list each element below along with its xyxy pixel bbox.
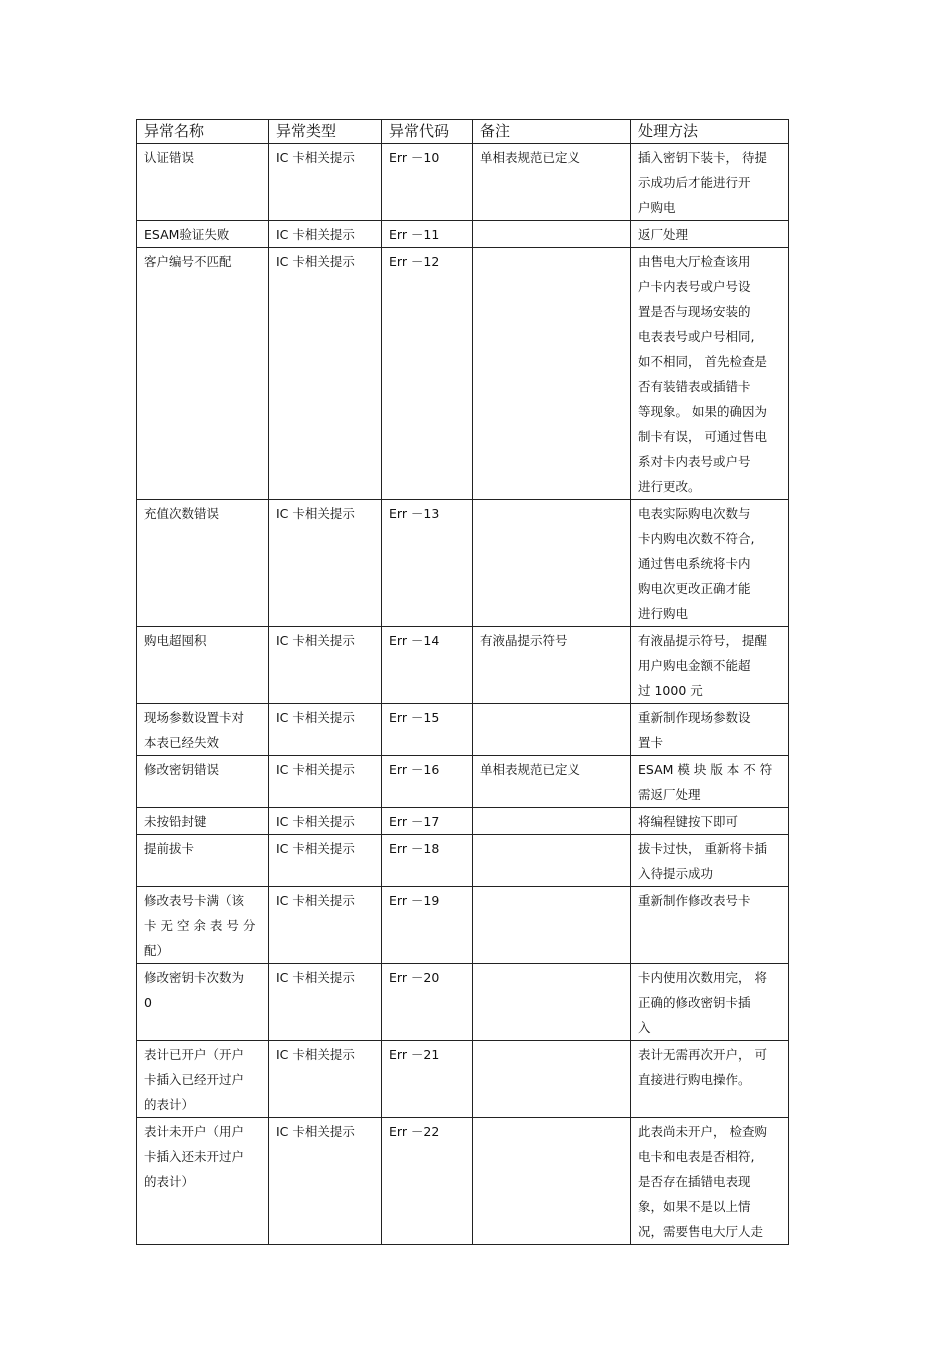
exception-code-cell-text: Err －14 xyxy=(389,633,440,648)
exception-name-cell xyxy=(137,704,269,756)
exception-name-cell-text: 充值次数错误 xyxy=(144,506,220,521)
exception-type-cell-text: IC 卡相关提示 xyxy=(276,710,355,725)
handling-method-cell-text: 重新制作现场参数设 置卡 xyxy=(638,710,751,750)
header-exception-code: 异常代码 xyxy=(382,120,473,144)
exception-type-cell xyxy=(269,835,382,887)
exception-type-cell xyxy=(269,756,382,808)
handling-method-cell xyxy=(631,221,789,248)
table-header-row xyxy=(137,120,789,144)
exception-name-cell-text: 表计已开户（开户 卡插入已经开过户 的表计） xyxy=(144,1047,245,1112)
handling-method-cell-text: 将编程键按下即可 xyxy=(638,814,739,829)
exception-code-cell-text: Err －15 xyxy=(389,710,440,725)
handling-method-cell xyxy=(631,756,789,808)
exception-name-cell xyxy=(137,887,269,964)
exception-code-cell xyxy=(382,887,473,964)
exception-name-cell-text: 客户编号不匹配 xyxy=(144,254,232,269)
exception-type-cell xyxy=(269,808,382,835)
exception-code-cell xyxy=(382,500,473,627)
exception-code-cell xyxy=(382,808,473,835)
table-row xyxy=(137,627,789,704)
exception-name-cell xyxy=(137,500,269,627)
exception-type-cell xyxy=(269,248,382,500)
table-row xyxy=(137,756,789,808)
handling-method-cell xyxy=(631,887,789,964)
remark-cell xyxy=(473,1118,631,1245)
remark-cell xyxy=(473,835,631,887)
exception-code-cell-text: Err －17 xyxy=(389,814,440,829)
handling-method-cell-text: 有液晶提示符号， 提醒 用户购电金额不能超 过 1000 元 xyxy=(638,633,767,698)
exception-type-cell xyxy=(269,500,382,627)
exception-name-cell xyxy=(137,964,269,1041)
exception-code-cell-text: Err －18 xyxy=(389,841,440,856)
exception-name-cell-text: 未按铅封键 xyxy=(144,814,207,829)
exception-code-cell xyxy=(382,1118,473,1245)
handling-method-cell xyxy=(631,248,789,500)
handling-method-cell-text: 重新制作修改表号卡 xyxy=(638,893,751,908)
exception-name-cell-text: 表计未开户（用户 卡插入还未开过户 的表计） xyxy=(144,1124,245,1189)
exception-code-cell-text: Err －19 xyxy=(389,893,440,908)
exception-type-cell xyxy=(269,887,382,964)
remark-cell xyxy=(473,627,631,704)
table-row xyxy=(137,835,789,887)
handling-method-cell xyxy=(631,704,789,756)
handling-method-cell-text: 电表实际购电次数与 卡内购电次数不符合, 通过售电系统将卡内 购电次更改正确才能 进行购电 xyxy=(638,506,755,621)
handling-method-cell xyxy=(631,808,789,835)
exception-type-cell-text: IC 卡相关提示 xyxy=(276,506,355,521)
exception-type-cell-text: IC 卡相关提示 xyxy=(276,814,355,829)
remark-cell xyxy=(473,756,631,808)
table-row xyxy=(137,248,789,500)
remark-cell-text: 单相表规范已定义 xyxy=(480,762,581,777)
table-row xyxy=(137,704,789,756)
handling-method-cell-text: ESAM 模 块 版 本 不 符 需返厂处理 xyxy=(638,762,773,802)
exception-name-cell xyxy=(137,835,269,887)
exception-name-cell xyxy=(137,808,269,835)
exception-name-cell-text: 现场参数设置卡对 本表已经失效 xyxy=(144,710,245,750)
header-remark: 备注 xyxy=(473,120,631,144)
table-row xyxy=(137,221,789,248)
handling-method-cell xyxy=(631,835,789,887)
remark-cell xyxy=(473,248,631,500)
exception-code-cell-text: Err －16 xyxy=(389,762,440,777)
handling-method-cell-text: 由售电大厅检查该用 户卡内表号或户号设 置是否与现场安装的 电表表号或户号相同, 如不相同， 首先检查是 否有装错表或插错卡 等现象。 如果的确因为 制卡有误， 可通过售电 系对卡内表号或户号 进行更改。 xyxy=(638,254,767,494)
remark-cell xyxy=(473,964,631,1041)
exception-code-cell xyxy=(382,835,473,887)
exception-type-cell-text: IC 卡相关提示 xyxy=(276,1124,355,1139)
remark-cell xyxy=(473,221,631,248)
exception-name-cell-text: ESAM验证失败 xyxy=(144,227,230,242)
table-row xyxy=(137,1041,789,1118)
exception-code-cell xyxy=(382,704,473,756)
exception-type-cell-text: IC 卡相关提示 xyxy=(276,254,355,269)
exception-type-cell-text: IC 卡相关提示 xyxy=(276,633,355,648)
exception-type-cell-text: IC 卡相关提示 xyxy=(276,893,355,908)
header-handling-method: 处理方法 xyxy=(631,120,789,144)
exception-name-cell xyxy=(137,248,269,500)
handling-method-cell xyxy=(631,627,789,704)
exception-type-cell-text: IC 卡相关提示 xyxy=(276,227,355,242)
exception-type-cell xyxy=(269,1118,382,1245)
table-row xyxy=(137,500,789,627)
handling-method-cell xyxy=(631,144,789,221)
table-row xyxy=(137,144,789,221)
exception-name-cell xyxy=(137,221,269,248)
remark-cell xyxy=(473,500,631,627)
handling-method-cell-text: 插入密钥下装卡， 待提 示成功后才能进行开 户购电 xyxy=(638,150,767,215)
exception-code-cell xyxy=(382,144,473,221)
exception-type-cell xyxy=(269,1041,382,1118)
exception-code-cell xyxy=(382,964,473,1041)
handling-method-cell-text: 拔卡过快， 重新将卡插 入待提示成功 xyxy=(638,841,767,881)
exception-code-cell-text: Err －21 xyxy=(389,1047,440,1062)
remark-cell xyxy=(473,808,631,835)
exception-type-cell xyxy=(269,221,382,248)
table-row xyxy=(137,1118,789,1245)
handling-method-cell xyxy=(631,500,789,627)
exception-type-cell xyxy=(269,704,382,756)
exception-code-cell xyxy=(382,248,473,500)
handling-method-cell xyxy=(631,964,789,1041)
exception-code-cell-text: Err －20 xyxy=(389,970,440,985)
table-body xyxy=(137,144,789,1245)
exception-name-cell xyxy=(137,627,269,704)
handling-method-cell-text: 返厂处理 xyxy=(638,227,689,242)
table-row xyxy=(137,887,789,964)
exception-code-cell-text: Err －13 xyxy=(389,506,440,521)
exception-type-cell-text: IC 卡相关提示 xyxy=(276,150,355,165)
exception-name-cell-text: 修改密钥错误 xyxy=(144,762,220,777)
handling-method-cell-text: 表计无需再次开户， 可 直接进行购电操作。 xyxy=(638,1047,767,1087)
remark-cell-text: 有液晶提示符号 xyxy=(480,633,568,648)
handling-method-cell xyxy=(631,1041,789,1118)
exception-code-cell-text: Err －22 xyxy=(389,1124,440,1139)
header-exception-type: 异常类型 xyxy=(269,120,382,144)
exception-type-cell xyxy=(269,144,382,221)
exception-name-cell xyxy=(137,144,269,221)
remark-cell-text: 单相表规范已定义 xyxy=(480,150,581,165)
exception-code-cell-text: Err －11 xyxy=(389,227,440,242)
header-exception-name: 异常名称 xyxy=(137,120,269,144)
exception-name-cell-text: 购电超囤积 xyxy=(144,633,207,648)
exception-code-cell-text: Err －12 xyxy=(389,254,440,269)
exception-code-table xyxy=(136,119,789,1245)
table-row xyxy=(137,964,789,1041)
exception-name-cell-text: 提前拔卡 xyxy=(144,841,195,856)
exception-name-cell-text: 修改表号卡满（该 卡 无 空 余 表 号 分 配） xyxy=(144,893,256,958)
exception-name-cell-text: 修改密钥卡次数为 0 xyxy=(144,970,245,1010)
exception-type-cell-text: IC 卡相关提示 xyxy=(276,970,355,985)
handling-method-cell xyxy=(631,1118,789,1245)
exception-type-cell xyxy=(269,964,382,1041)
exception-code-cell xyxy=(382,627,473,704)
exception-code-cell xyxy=(382,756,473,808)
remark-cell xyxy=(473,704,631,756)
exception-name-cell xyxy=(137,756,269,808)
exception-name-cell xyxy=(137,1118,269,1245)
remark-cell xyxy=(473,887,631,964)
exception-name-cell-text: 认证错误 xyxy=(144,150,195,165)
exception-type-cell-text: IC 卡相关提示 xyxy=(276,841,355,856)
exception-code-cell xyxy=(382,1041,473,1118)
exception-type-cell xyxy=(269,627,382,704)
exception-type-cell-text: IC 卡相关提示 xyxy=(276,1047,355,1062)
exception-code-cell-text: Err －10 xyxy=(389,150,440,165)
remark-cell xyxy=(473,144,631,221)
table-row xyxy=(137,808,789,835)
handling-method-cell-text: 此表尚未开户， 检查购 电卡和电表是否相符, 是否存在插错电表现 象，如果不是以上情 况，需要售电大厅人走 xyxy=(638,1124,767,1239)
exception-type-cell-text: IC 卡相关提示 xyxy=(276,762,355,777)
remark-cell xyxy=(473,1041,631,1118)
exception-code-cell xyxy=(382,221,473,248)
handling-method-cell-text: 卡内使用次数用完， 将 正确的修改密钥卡插 入 xyxy=(638,970,767,1035)
exception-name-cell xyxy=(137,1041,269,1118)
